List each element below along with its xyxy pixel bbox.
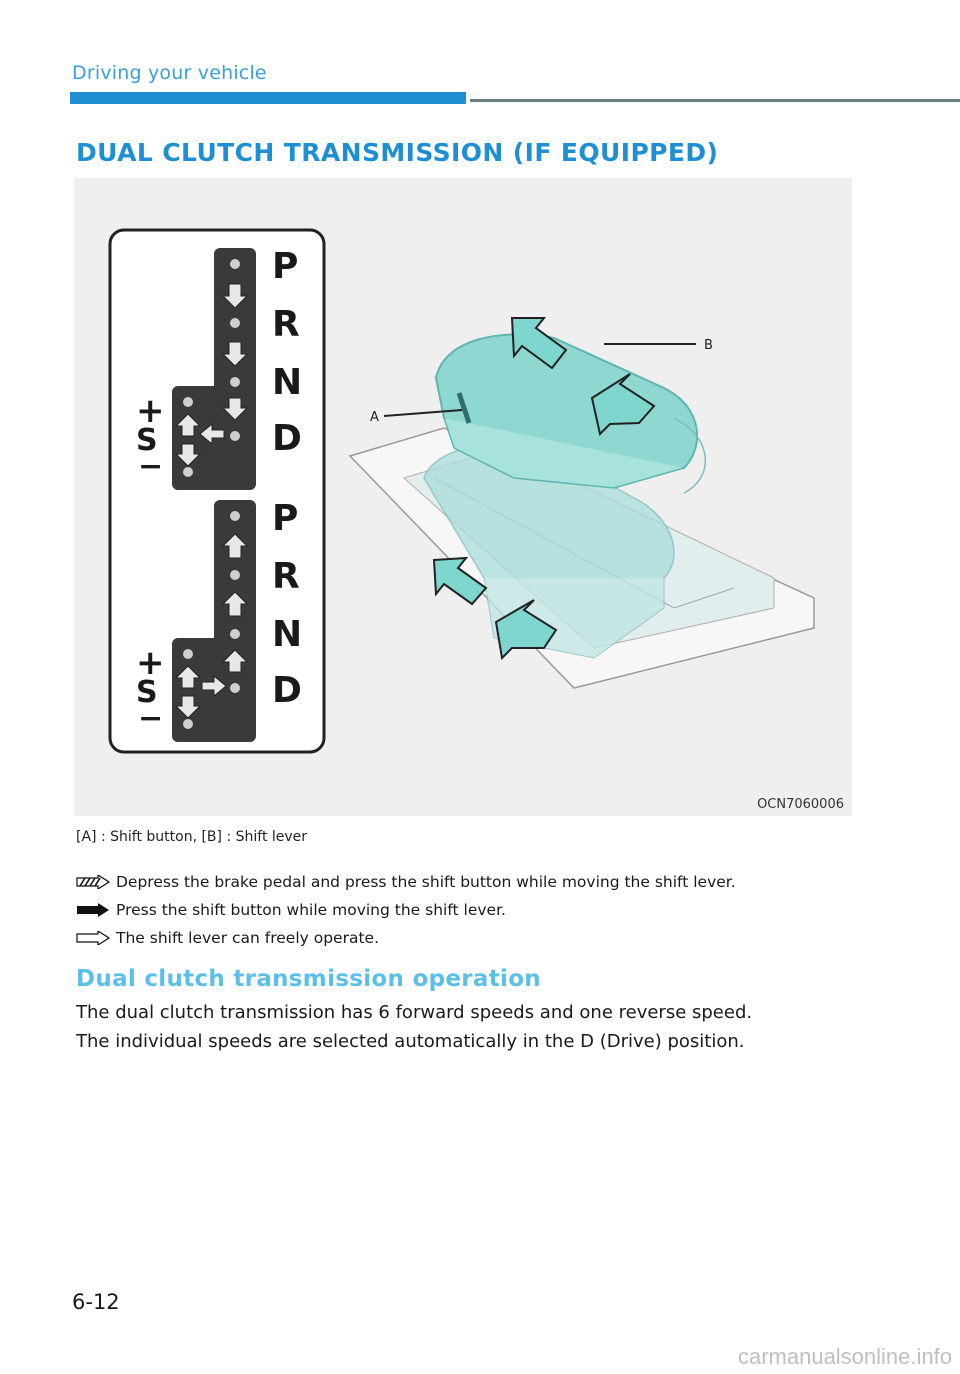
gear-d: D xyxy=(272,418,302,459)
body-paragraph: The individual speeds are selected automatically in the D (Drive) position. xyxy=(76,1031,745,1052)
gear-d: D xyxy=(272,670,302,711)
header-rule-accent xyxy=(70,92,466,104)
subsection-title: Dual clutch transmission operation xyxy=(76,966,541,992)
outline-arrow-icon xyxy=(76,931,110,945)
gear-n: N xyxy=(272,362,303,403)
s-mark: S xyxy=(136,423,158,458)
minus-mark: − xyxy=(138,701,164,736)
plus-mark: + xyxy=(136,391,165,431)
gear-p: P xyxy=(272,246,299,287)
legend-item xyxy=(76,868,736,896)
header-rule xyxy=(470,99,960,102)
callout-label-b: B xyxy=(704,338,713,353)
gear-r: R xyxy=(272,304,300,345)
watermark: carmanualsonline.info xyxy=(737,1344,952,1369)
gear-r: R xyxy=(272,556,300,597)
s-mark: S xyxy=(136,675,158,710)
plus-mark: + xyxy=(136,643,165,683)
callout-label-a: A xyxy=(370,410,379,425)
legend-text: Depress the brake pedal and press the shift button while moving the shift lever. xyxy=(116,873,736,891)
shift-pattern-figure xyxy=(74,178,852,816)
legend-text: The shift lever can freely operate. xyxy=(116,929,380,947)
legend-item xyxy=(76,924,736,952)
gear-p: P xyxy=(272,498,299,539)
arrow-legend xyxy=(76,868,736,952)
running-header: Driving your vehicle xyxy=(72,62,267,84)
legend-text: Press the shift button while moving the shift lever. xyxy=(116,901,506,919)
shift-illustration xyxy=(74,178,852,816)
page-number: 6-12 xyxy=(72,1290,120,1314)
figure-code: OCN7060006 xyxy=(757,797,844,812)
gear-n: N xyxy=(272,614,303,655)
minus-mark: − xyxy=(138,449,164,484)
legend-item xyxy=(76,896,736,924)
section-title: DUAL CLUTCH TRANSMISSION (IF EQUIPPED) xyxy=(76,138,719,167)
solid-arrow-icon xyxy=(76,903,110,917)
hatched-arrow-icon xyxy=(76,875,110,889)
body-paragraph: The dual clutch transmission has 6 forward speeds and one reverse speed. xyxy=(76,1002,753,1023)
figure-caption: [A] : Shift button, [B] : Shift lever xyxy=(76,829,308,845)
